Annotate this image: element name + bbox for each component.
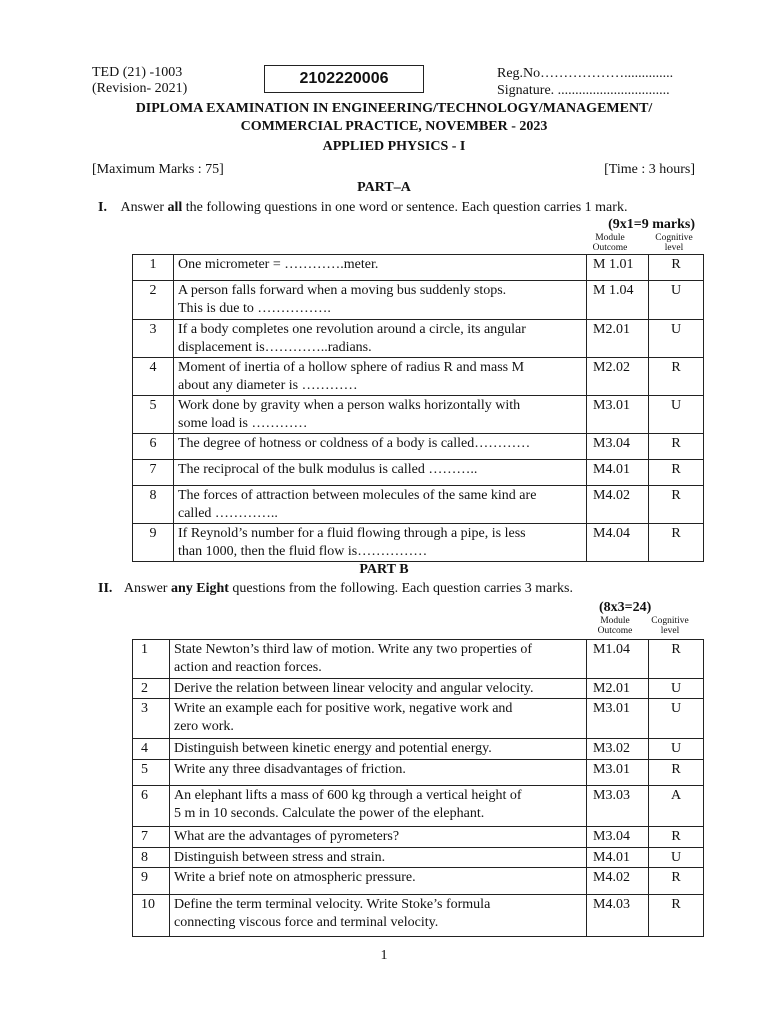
module-outcome: M3.03 bbox=[587, 786, 649, 827]
part-b-marks: (8x3=24) bbox=[599, 600, 652, 615]
col-module-line-1: Module bbox=[595, 233, 625, 243]
question-text bbox=[174, 396, 587, 434]
question-number: 3 bbox=[133, 699, 170, 739]
cognitive-level: R bbox=[649, 255, 704, 281]
question-text-line-2: zero work. bbox=[174, 719, 234, 734]
question-row bbox=[133, 396, 704, 434]
module-outcome: M2.01 bbox=[587, 320, 649, 358]
question-text-line-1: One micrometer = ………….meter. bbox=[178, 257, 379, 272]
module-outcome: M4.01 bbox=[587, 848, 649, 868]
question-text bbox=[170, 699, 587, 739]
question-text-line-1: If Reynold’s number for a fluid flowing through a pipe, is less bbox=[178, 526, 526, 541]
part-b-instr-bold: any Eight bbox=[170, 581, 229, 596]
register-number-box: 2102220006 bbox=[264, 65, 424, 93]
question-number: 8 bbox=[133, 848, 170, 868]
question-text bbox=[170, 868, 587, 895]
col-cognitive-line-1: Cognitive bbox=[651, 616, 689, 626]
part-a-instr-bold: all bbox=[167, 200, 183, 215]
module-outcome: M4.01 bbox=[587, 460, 649, 486]
question-text-line-2: than 1000, then the fluid flow is…………… bbox=[178, 544, 428, 559]
max-marks: [Maximum Marks : 75] bbox=[92, 162, 224, 177]
part-b-col-module bbox=[585, 616, 645, 636]
cognitive-level: U bbox=[649, 320, 704, 358]
question-text bbox=[170, 679, 587, 699]
question-row bbox=[133, 699, 704, 739]
part-a-instr-pre: Answer bbox=[120, 200, 168, 215]
question-row bbox=[133, 486, 704, 524]
question-number: 10 bbox=[133, 895, 170, 937]
question-text-line-1: An elephant lifts a mass of 600 kg through a vertical height of bbox=[174, 788, 522, 803]
question-number: 4 bbox=[133, 739, 170, 760]
question-text-line-1: Write a brief note on atmospheric pressure. bbox=[174, 870, 416, 885]
question-row bbox=[133, 679, 704, 699]
cognitive-level: R bbox=[649, 524, 704, 562]
question-text bbox=[174, 281, 587, 320]
question-row bbox=[133, 460, 704, 486]
module-outcome: M3.01 bbox=[587, 760, 649, 786]
question-row bbox=[133, 868, 704, 895]
question-text-line-1: If a body completes one revolution around a circle, its angular bbox=[178, 322, 526, 337]
col-module-line-2: Outcome bbox=[597, 626, 633, 636]
cognitive-level: R bbox=[649, 760, 704, 786]
cognitive-level: R bbox=[649, 895, 704, 937]
part-a-roman: I. bbox=[98, 200, 107, 215]
question-text-line-1: Work done by gravity when a person walks horizontally with bbox=[178, 398, 521, 413]
part-a-heading: PART–A bbox=[357, 180, 411, 195]
question-row bbox=[133, 320, 704, 358]
module-outcome: M4.02 bbox=[587, 868, 649, 895]
question-text-line-1: The forces of attraction between molecules of the same kind are bbox=[178, 488, 537, 503]
module-outcome: M3.04 bbox=[587, 434, 649, 460]
question-number: 7 bbox=[133, 827, 170, 848]
question-text-line-2: displacement is…………..radians. bbox=[178, 340, 372, 355]
question-text bbox=[174, 434, 587, 460]
question-number: 1 bbox=[133, 640, 170, 679]
question-text bbox=[170, 895, 587, 937]
question-text-line-1: Write an example each for positive work, negative work and bbox=[174, 701, 513, 716]
module-outcome: M2.02 bbox=[587, 358, 649, 396]
cognitive-level: U bbox=[649, 396, 704, 434]
part-a-instruction bbox=[98, 200, 627, 216]
question-row bbox=[133, 640, 704, 679]
cognitive-level: A bbox=[649, 786, 704, 827]
question-text bbox=[170, 739, 587, 760]
question-text bbox=[174, 486, 587, 524]
cognitive-level: R bbox=[649, 434, 704, 460]
question-number: 1 bbox=[133, 255, 174, 281]
question-text bbox=[170, 786, 587, 827]
col-module-line-2: Outcome bbox=[592, 243, 628, 253]
question-text-line-1: A person falls forward when a moving bus suddenly stops. bbox=[178, 283, 507, 298]
module-outcome: M2.01 bbox=[587, 679, 649, 699]
question-number: 4 bbox=[133, 358, 174, 396]
question-text bbox=[174, 524, 587, 562]
question-row bbox=[133, 786, 704, 827]
question-row bbox=[133, 739, 704, 760]
col-cognitive-line-1: Cognitive bbox=[655, 233, 693, 243]
module-outcome: M3.02 bbox=[587, 739, 649, 760]
module-outcome: M 1.04 bbox=[587, 281, 649, 320]
question-row bbox=[133, 281, 704, 320]
question-text-line-1: Distinguish between kinetic energy and potential energy. bbox=[174, 741, 492, 756]
question-number: 7 bbox=[133, 460, 174, 486]
question-text-line-1: State Newton’s third law of motion. Write any two properties of bbox=[174, 642, 533, 657]
question-text bbox=[174, 358, 587, 396]
question-number: 2 bbox=[133, 679, 170, 699]
question-number: 8 bbox=[133, 486, 174, 524]
cognitive-level: R bbox=[649, 460, 704, 486]
question-text-line-1: Distinguish between stress and strain. bbox=[174, 850, 386, 865]
cognitive-level: U bbox=[649, 848, 704, 868]
question-number: 3 bbox=[133, 320, 174, 358]
question-text-line-1: The degree of hotness or coldness of a body is called………… bbox=[178, 436, 531, 451]
question-text-line-2: about any diameter is ………… bbox=[178, 378, 358, 393]
col-module-line-1: Module bbox=[600, 616, 630, 626]
question-text bbox=[174, 320, 587, 358]
question-text bbox=[174, 255, 587, 281]
cognitive-level: U bbox=[649, 679, 704, 699]
question-row bbox=[133, 895, 704, 937]
part-b-instr-pre: Answer bbox=[123, 581, 171, 596]
page-number: 1 bbox=[380, 948, 388, 963]
question-text bbox=[174, 460, 587, 486]
question-number: 6 bbox=[133, 434, 174, 460]
cognitive-level: R bbox=[649, 868, 704, 895]
question-row bbox=[133, 255, 704, 281]
reg-no-label: Reg.No……………….............. bbox=[497, 66, 674, 81]
question-text bbox=[170, 848, 587, 868]
exam-code: TED (21) -1003 bbox=[92, 65, 183, 80]
part-a-question-table bbox=[132, 254, 704, 562]
cognitive-level: R bbox=[649, 827, 704, 848]
question-text-line-2: action and reaction forces. bbox=[174, 660, 322, 675]
module-outcome: M4.04 bbox=[587, 524, 649, 562]
question-text-line-2: 5 m in 10 seconds. Calculate the power of the elephant. bbox=[174, 806, 485, 821]
part-b-heading: PART B bbox=[359, 562, 409, 577]
question-text-line-1: Define the term terminal velocity. Write Stoke’s formula bbox=[174, 897, 491, 912]
question-text-line-1: Derive the relation between linear velocity and angular velocity. bbox=[174, 681, 534, 696]
module-outcome: M4.02 bbox=[587, 486, 649, 524]
question-text-line-2: connecting viscous force and terminal velocity. bbox=[174, 915, 439, 930]
question-text-line-2: This is due to ……………. bbox=[178, 301, 331, 316]
signature-label: Signature. ................................ bbox=[497, 83, 670, 98]
part-a-col-cognitive bbox=[644, 233, 704, 253]
part-b-instruction bbox=[98, 581, 573, 597]
cognitive-level: U bbox=[649, 739, 704, 760]
question-text-line-2: called ………….. bbox=[178, 506, 278, 521]
question-text bbox=[170, 760, 587, 786]
question-text-line-1: Write any three disadvantages of friction. bbox=[174, 762, 406, 777]
module-outcome: M3.01 bbox=[587, 396, 649, 434]
cognitive-level: U bbox=[649, 699, 704, 739]
question-text-line-1: Moment of inertia of a hollow sphere of radius R and mass M bbox=[178, 360, 525, 375]
question-row bbox=[133, 434, 704, 460]
exam-title-line-1: DIPLOMA EXAMINATION IN ENGINEERING/TECHNOLOGY/MANAGEMENT/ bbox=[135, 101, 653, 116]
part-a-col-module bbox=[580, 233, 640, 253]
module-outcome: M3.01 bbox=[587, 699, 649, 739]
subject-title: APPLIED PHYSICS - I bbox=[322, 139, 466, 154]
question-row bbox=[133, 760, 704, 786]
question-number: 5 bbox=[133, 396, 174, 434]
question-number: 2 bbox=[133, 281, 174, 320]
cognitive-level: R bbox=[649, 358, 704, 396]
question-row bbox=[133, 358, 704, 396]
exam-time: [Time : 3 hours] bbox=[604, 162, 695, 177]
revision: (Revision- 2021) bbox=[92, 81, 188, 96]
question-row bbox=[133, 827, 704, 848]
module-outcome: M4.03 bbox=[587, 895, 649, 937]
module-outcome: M1.04 bbox=[587, 640, 649, 679]
cognitive-level: U bbox=[649, 281, 704, 320]
question-text-line-1: What are the advantages of pyrometers? bbox=[174, 829, 400, 844]
question-number: 6 bbox=[133, 786, 170, 827]
module-outcome: M 1.01 bbox=[587, 255, 649, 281]
part-b-roman: II. bbox=[98, 581, 113, 596]
part-b-col-cognitive bbox=[640, 616, 700, 636]
question-row bbox=[133, 848, 704, 868]
question-number: 5 bbox=[133, 760, 170, 786]
part-a-instr-post: the following questions in one word or sentence. Each question carries 1 mark. bbox=[182, 200, 628, 215]
question-text-line-1: The reciprocal of the bulk modulus is called ……….. bbox=[178, 462, 478, 477]
question-text bbox=[170, 640, 587, 679]
question-text-line-2: some load is ………… bbox=[178, 416, 308, 431]
part-a-marks: (9x1=9 marks) bbox=[608, 217, 695, 232]
question-row bbox=[133, 524, 704, 562]
question-number: 9 bbox=[133, 868, 170, 895]
cognitive-level: R bbox=[649, 486, 704, 524]
exam-title-line-2: COMMERCIAL PRACTICE, NOVEMBER - 2023 bbox=[240, 119, 548, 134]
question-number: 9 bbox=[133, 524, 174, 562]
part-b-instr-post: questions from the following. Each question carries 3 marks. bbox=[228, 581, 574, 596]
question-text bbox=[170, 827, 587, 848]
col-cognitive-line-2: level bbox=[660, 626, 680, 636]
part-b-question-table bbox=[132, 639, 704, 937]
col-cognitive-line-2: level bbox=[664, 243, 684, 253]
module-outcome: M3.04 bbox=[587, 827, 649, 848]
cognitive-level: R bbox=[649, 640, 704, 679]
